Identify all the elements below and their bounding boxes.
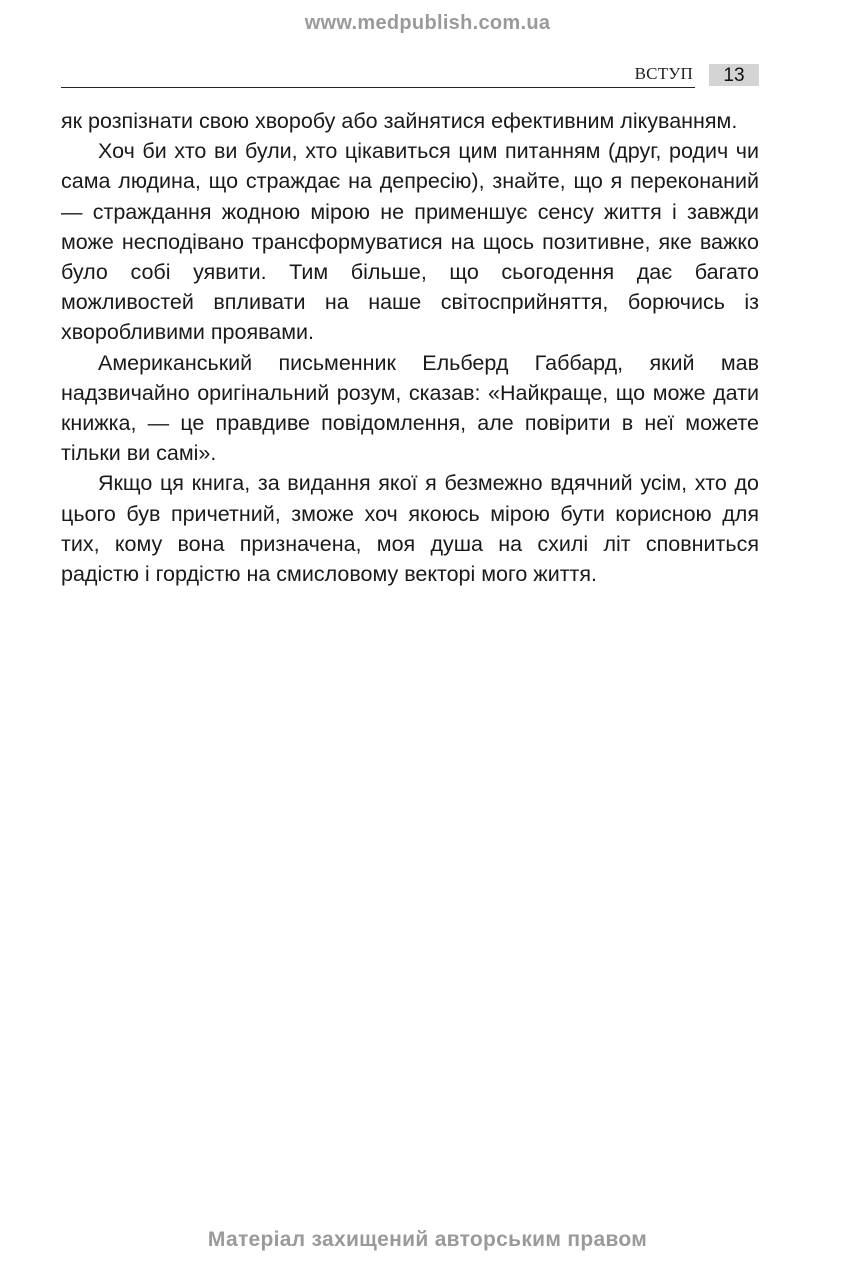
paragraph: Якщо ця книга, за видання якої я безмежно вдячний усім, хто до цього був причетний, зможе хоч якоюсь мірою бути корисною для тих, кому вона призначена, моя душа на схилі літ сповниться радістю і гордістю на смисловому векторі мого життя.: [61, 471, 759, 587]
running-head: [61, 62, 759, 88]
watermark-url: www.medpublish.com.ua: [304, 12, 551, 34]
watermark-copyright: Матеріал захищений авторським правом: [207, 1228, 648, 1251]
page-number: 13: [709, 64, 759, 86]
paragraph: Хоч би хто ви були, хто цікавиться цим питанням (друг, родич чи сама людина, що страждає на депресію), знайте, що я переконаний — страждання жодною мірою не применшує сенсу життя і завжди може несподівано трансформуватися на щось позитивне, яке важко було собі уявити. Тим більше, що сьогодення дає багато можливостей впливати на наше світосприйняття, борючись із хворобливими проявами.: [61, 139, 759, 345]
body-text: [61, 106, 759, 589]
paragraph: Американський письменник Ельберд Габбард, який мав надзвичайно оригінальний розум, сказав: «Найкраще, що може дати книжка, — це правдиве повідомлення, але повірити в неї можете тільки ви самі».: [61, 350, 759, 466]
header-rule: [61, 87, 695, 88]
section-title: ВСТУП: [634, 64, 693, 83]
paragraph-continuation: як розпізнати свою хворобу або зайнятися ефективним лікуванням.: [61, 109, 738, 133]
